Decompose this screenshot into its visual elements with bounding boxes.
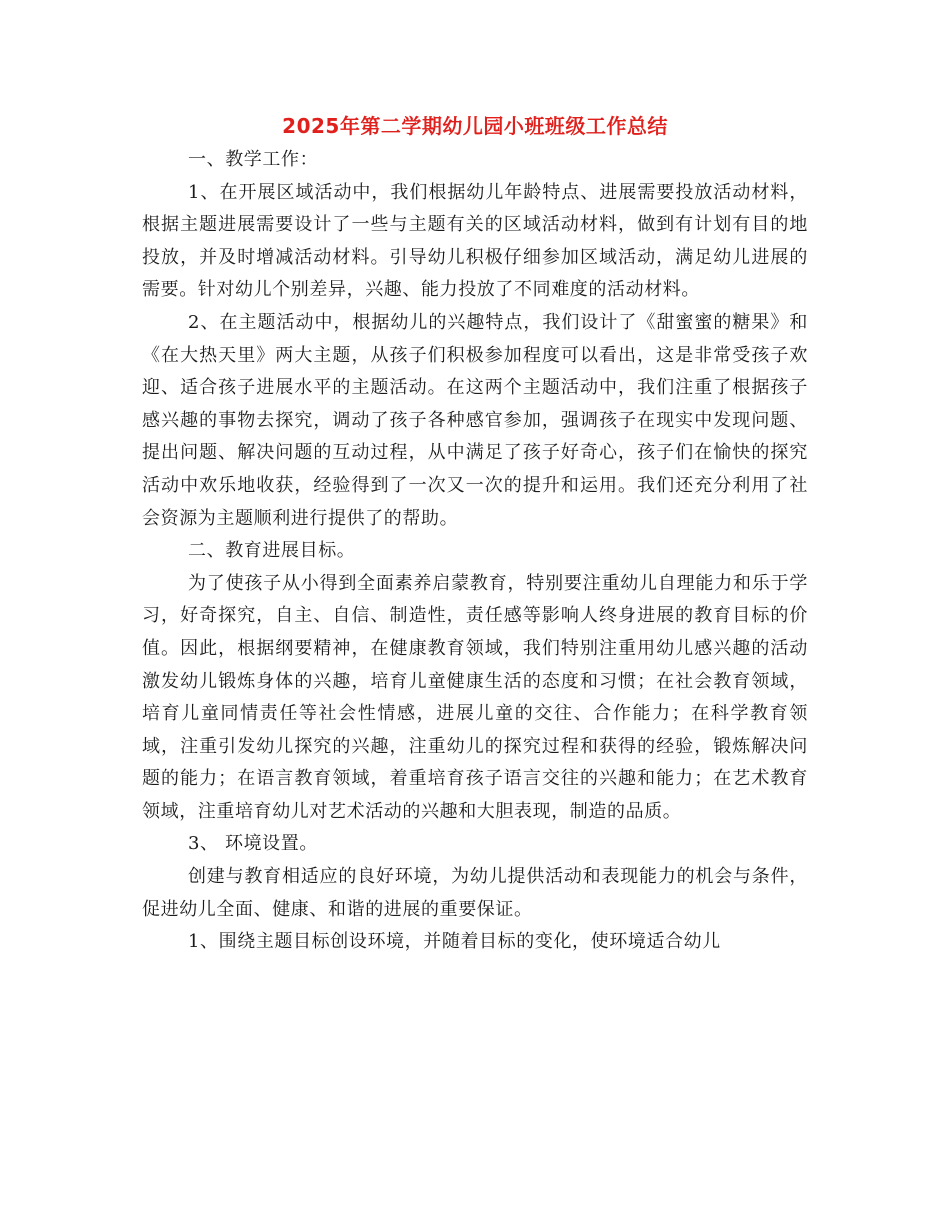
paragraph-theme-activities: 2、在主题活动中，根据幼儿的兴趣特点，我们设计了《甜蜜蜜的糖果》和《在大热天里》两大主题，从孩子们积极参加程度可以看出，这是非常受孩子欢迎、适合孩子进展水平的主题活动。在这两个主题活动中，我们注重了根据孩子感兴趣的事物去探究，调动了孩子各种感官参加，强调孩子在现实中发现问题、提出问题、解决问题的互动过程，从中满足了孩子好奇心，孩子们在愉快的探究活动中欢乐地收获，经验得到了一次又一次的提升和运用。我们还充分利用了社会资源为主题顺利进行提供了的帮助。: [142, 311, 808, 529]
document-title: 2025年第二学期幼儿园小班班级工作总结: [282, 114, 668, 138]
section-heading-education-goals: 二、教育进展目标。: [188, 540, 356, 562]
section-heading-teaching: 一、教学工作：: [188, 149, 319, 170]
section-heading-environment: 3、 环境设置。: [188, 833, 318, 855]
paragraph-area-activities: 1、在开展区域活动中，我们根据幼儿年龄特点、进展需要投放活动材料，根据主题进展需要设计了一些与主题有关的区域活动材料，做到有计划有目的地投放，并及时增减活动材料。引导幼儿积极仔细参加区域活动，满足幼儿进展的需要。针对幼儿个别差异，兴趣、能力投放了不同难度的活动材料。: [142, 181, 808, 301]
paragraph-environment: 创建与教育相适应的良好环境，为幼儿提供活动和表现能力的机会与条件，促进幼儿全面、健康、和谐的进展的重要保证。: [142, 866, 808, 920]
document-page: [142, 108, 808, 959]
paragraph-education-goals: 为了使孩子从小得到全面素养启蒙教育，特别要注重幼儿自理能力和乐于学习，好奇探究，自主、自信、制造性，责任感等影响人终身进展的教育目标的价值。因此，根据纲要精神，在健康教育领域，我们特别注重用幼儿感兴趣的活动激发幼儿锻炼身体的兴趣，培育儿童健康生活的态度和习惯；在社会教育领域，培育儿童同情责任等社会性情感，进展儿童的交往、合作能力；在科学教育领域，注重引发幼儿探究的兴趣，注重幼儿的探究过程和获得的经验，锻炼解决问题的能力；在语言教育领域，着重培育孩子语言交往的兴趣和能力；在艺术教育领域，注重培育幼儿对艺术活动的兴趣和大胆表现，制造的品质。: [142, 572, 808, 822]
paragraph-theme-environment: 1、围绕主题目标创设环境，并随着目标的变化，使环境适合幼儿: [188, 931, 721, 953]
